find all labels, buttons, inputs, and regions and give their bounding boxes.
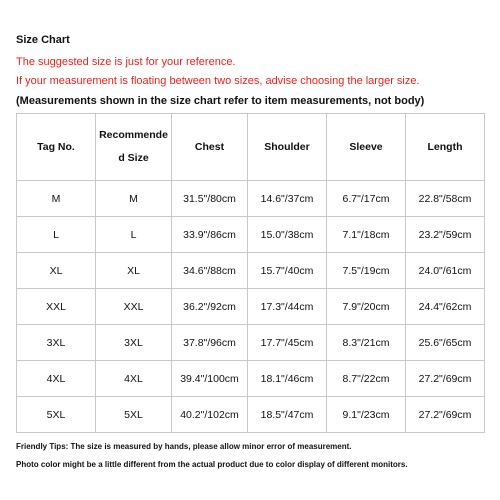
table-row [17, 217, 485, 253]
cell-recommended-size: 3XL [96, 325, 172, 361]
size-table [16, 113, 485, 433]
cell-shoulder: 18.1"/46cm [248, 361, 327, 397]
table-header-row [17, 114, 485, 181]
cell-sleeve: 7.5"/19cm [327, 253, 406, 289]
header-recommended-size: Recommended Size [96, 114, 172, 181]
cell-sleeve: 6.7"/17cm [327, 181, 406, 217]
cell-chest: 37.8"/96cm [172, 325, 248, 361]
cell-chest: 40.2"/102cm [172, 397, 248, 433]
cell-shoulder: 17.3"/44cm [248, 289, 327, 325]
cell-chest: 33.9"/86cm [172, 217, 248, 253]
cell-recommended-size: XXL [96, 289, 172, 325]
cell-tag-no: 5XL [17, 397, 96, 433]
floating-size-note: If your measurement is floating between two sizes, advise choosing the larger size. [16, 75, 420, 87]
cell-length: 24.0"/61cm [406, 253, 485, 289]
cell-length: 25.6"/65cm [406, 325, 485, 361]
page-title: Size Chart [16, 34, 70, 46]
cell-recommended-size: 5XL [96, 397, 172, 433]
cell-chest: 36.2"/92cm [172, 289, 248, 325]
photo-color-note: Photo color might be a little different from the actual product due to color display of different monitors. [16, 460, 408, 469]
cell-length: 23.2"/59cm [406, 217, 485, 253]
cell-length: 27.2"/69cm [406, 361, 485, 397]
header-shoulder: Shoulder [248, 114, 327, 181]
reference-note: The suggested size is just for your reference. [16, 56, 236, 68]
table-row [17, 361, 485, 397]
cell-chest: 39.4"/100cm [172, 361, 248, 397]
table-row [17, 253, 485, 289]
cell-tag-no: 3XL [17, 325, 96, 361]
friendly-tips: Friendly Tips: The size is measured by hands, please allow minor error of measurement. [16, 442, 352, 451]
header-length: Length [406, 114, 485, 181]
header-tag-no: Tag No. [17, 114, 96, 181]
cell-chest: 31.5"/80cm [172, 181, 248, 217]
cell-shoulder: 15.0"/38cm [248, 217, 327, 253]
table-row [17, 289, 485, 325]
cell-shoulder: 18.5"/47cm [248, 397, 327, 433]
cell-shoulder: 14.6"/37cm [248, 181, 327, 217]
header-chest: Chest [172, 114, 248, 181]
cell-sleeve: 7.9"/20cm [327, 289, 406, 325]
cell-tag-no: XXL [17, 289, 96, 325]
cell-shoulder: 15.7"/40cm [248, 253, 327, 289]
table-row [17, 325, 485, 361]
cell-tag-no: L [17, 217, 96, 253]
header-sleeve: Sleeve [327, 114, 406, 181]
cell-recommended-size: XL [96, 253, 172, 289]
measurement-note: (Measurements shown in the size chart refer to item measurements, not body) [16, 95, 425, 107]
cell-recommended-size: M [96, 181, 172, 217]
cell-recommended-size: 4XL [96, 361, 172, 397]
cell-recommended-size: L [96, 217, 172, 253]
cell-sleeve: 8.3"/21cm [327, 325, 406, 361]
cell-length: 24.4"/62cm [406, 289, 485, 325]
cell-shoulder: 17.7"/45cm [248, 325, 327, 361]
cell-sleeve: 8.7"/22cm [327, 361, 406, 397]
cell-sleeve: 9.1"/23cm [327, 397, 406, 433]
table-row [17, 397, 485, 433]
table-row [17, 181, 485, 217]
cell-sleeve: 7.1"/18cm [327, 217, 406, 253]
cell-tag-no: XL [17, 253, 96, 289]
cell-length: 27.2"/69cm [406, 397, 485, 433]
cell-length: 22.8"/58cm [406, 181, 485, 217]
cell-tag-no: M [17, 181, 96, 217]
cell-chest: 34.6"/88cm [172, 253, 248, 289]
cell-tag-no: 4XL [17, 361, 96, 397]
